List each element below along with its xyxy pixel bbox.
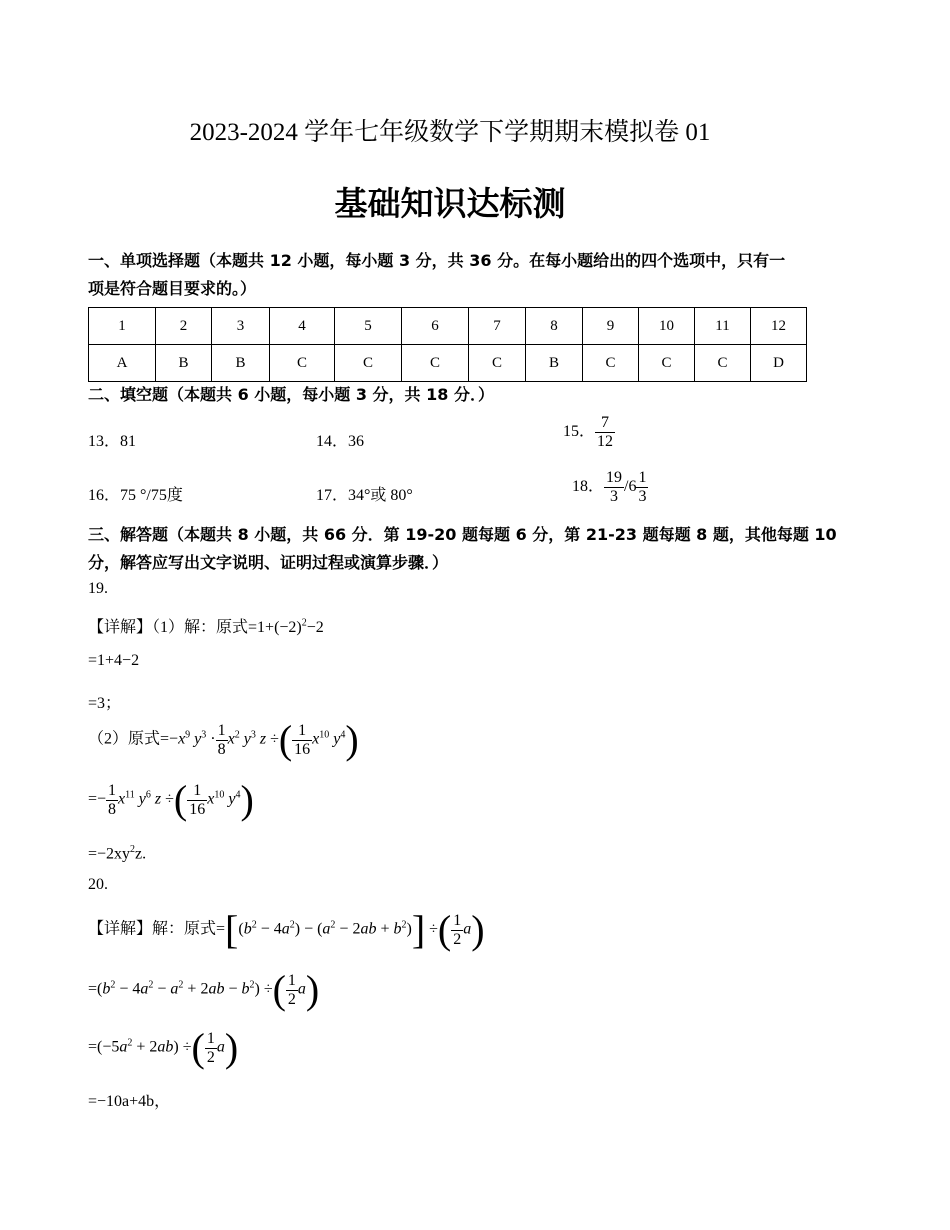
exponent: 2 xyxy=(130,844,136,855)
q19-expr-tail: −2 xyxy=(306,619,324,636)
table-cell: C xyxy=(335,345,402,382)
fraction: $\frac{1}{2}$ xyxy=(206,1029,215,1066)
table-cell: B xyxy=(212,345,270,382)
q19-part2-result xyxy=(88,844,146,863)
q20-line1: 【详解】解：原式$=[(b^2 - 4a^2) - (a^2 - 2ab + b^2)]$ ÷( $\frac{1}{2}$ a) xyxy=(88,907,485,952)
fraction: $\frac{1}{16}$ xyxy=(294,721,311,758)
fraction xyxy=(595,414,615,451)
answer-18-label: 18． xyxy=(572,478,605,496)
q19-result-tail: z. xyxy=(135,845,147,863)
fraction xyxy=(636,469,648,506)
fraction: $\frac{1}{8}$ xyxy=(108,781,117,818)
table-cell: C xyxy=(402,345,469,382)
fraction-denominator: 3 xyxy=(638,488,647,505)
table-cell: B xyxy=(526,345,583,382)
table-cell: C xyxy=(270,345,335,382)
fraction-numerator: 1 xyxy=(638,469,647,486)
fraction xyxy=(604,469,624,506)
answer-table xyxy=(88,307,807,382)
q20-line2: $=(b^2 - 4a^2 - a^2 + 2ab - b^2)$ ÷( $\frac{1}{2}$ a) xyxy=(88,967,320,1012)
table-cell: 9 xyxy=(583,308,639,345)
table-cell: 4 xyxy=(270,308,335,345)
fraction-numerator: 7 xyxy=(595,414,615,433)
q19-result-expr: =−2xy xyxy=(88,845,131,863)
table-cell: B xyxy=(156,345,212,382)
answer-15 xyxy=(563,414,615,451)
exam-subtitle: 基础知识达标测 xyxy=(334,184,566,223)
table-cell: C xyxy=(469,345,526,382)
table-cell: 8 xyxy=(526,308,583,345)
table-cell: 12 xyxy=(751,308,807,345)
exponent: 2 xyxy=(301,617,307,629)
question-20-number: 20. xyxy=(88,876,108,893)
answer-15-label: 15． xyxy=(563,423,596,441)
section1-heading-line2: 项是符合题目要求的。） xyxy=(88,279,257,298)
fraction-numerator: 19 xyxy=(606,469,623,486)
q19-detail-label: 【详解】（1）解：原式 xyxy=(88,619,249,636)
table-cell: A xyxy=(89,345,156,382)
fraction: $\frac{1}{2}$ xyxy=(453,911,462,948)
section2-heading: 二、填空题（本题共 6 小题，每小题 3 分，共 18 分．） xyxy=(88,385,494,404)
q19-expr: =1+(−2) xyxy=(248,619,302,636)
question-19-number: 19. xyxy=(88,580,108,597)
answer-18-separator: /6 xyxy=(624,478,637,496)
table-cell: 11 xyxy=(695,308,751,345)
table-cell: 3 xyxy=(212,308,270,345)
section1-heading-line1: 一、单项选择题（本题共 12 小题，每小题 3 分，共 36 分。在每小题给出的四个选项中，只有一 xyxy=(88,251,786,270)
q19-part2-step: =− $\frac{1}{8}$ $x^{11}$ $y^6$ z ÷( $\frac{1}{16}$ $x^{10}$ $y^4$) xyxy=(88,777,254,822)
table-cell: 7 xyxy=(469,308,526,345)
table-cell: C xyxy=(583,345,639,382)
answer-18 xyxy=(572,469,648,506)
answer-table-numbers-row xyxy=(89,308,807,345)
table-cell: 5 xyxy=(335,308,402,345)
answer-13: 13．81 xyxy=(88,433,137,450)
answer-16: 16．75 °/75度 xyxy=(88,487,183,504)
answer-table-answers-row xyxy=(89,345,807,382)
q19-part2-label: （2）原式 xyxy=(88,730,161,748)
answer-14: 14．36 xyxy=(316,433,365,450)
section3-heading-line2: 分，解答应写出文字说明、证明过程或演算步骤．） xyxy=(88,553,449,572)
table-cell: 6 xyxy=(402,308,469,345)
q20-line3: $=(-5a^2 + 2ab)$ ÷( $\frac{1}{2}$ a) xyxy=(88,1025,239,1070)
q19-line3: =3； xyxy=(88,695,122,712)
q19-part2-line: （2）原式$=-x^9$ $y^3$ · $\frac{1}{8}$ $x^2$ $y^3$ z ÷( $\frac{1}{16}$ $x^{10}$ $y^4$) xyxy=(88,717,359,762)
q20-detail-label: 【详解】解：原式 xyxy=(88,920,217,938)
table-cell: D xyxy=(751,345,807,382)
q19-line2: =1+4−2 xyxy=(88,652,140,669)
table-cell: C xyxy=(639,345,695,382)
fraction: $\frac{1}{16}$ xyxy=(189,781,206,818)
fraction: $\frac{1}{8}$ xyxy=(217,721,226,758)
fraction: $\frac{1}{2}$ xyxy=(287,971,296,1008)
table-cell: 2 xyxy=(156,308,212,345)
answer-17: 17．34°或 80° xyxy=(316,487,413,504)
exam-title: 2023-2024 学年七年级数学下学期期末模拟卷 01 xyxy=(189,119,711,146)
fraction-denominator: 12 xyxy=(597,433,614,450)
q20-line4: =−10a+4b， xyxy=(88,1093,171,1110)
table-cell: 1 xyxy=(89,308,156,345)
fraction-denominator: 3 xyxy=(610,488,619,505)
table-cell: C xyxy=(695,345,751,382)
section3-heading-line1: 三、解答题（本题共 8 小题，共 66 分．第 19-20 题每题 6 分，第 21-23 题每题 8 题，其他每题 10 xyxy=(88,525,837,544)
q19-line1 xyxy=(88,614,324,637)
table-cell: 10 xyxy=(639,308,695,345)
